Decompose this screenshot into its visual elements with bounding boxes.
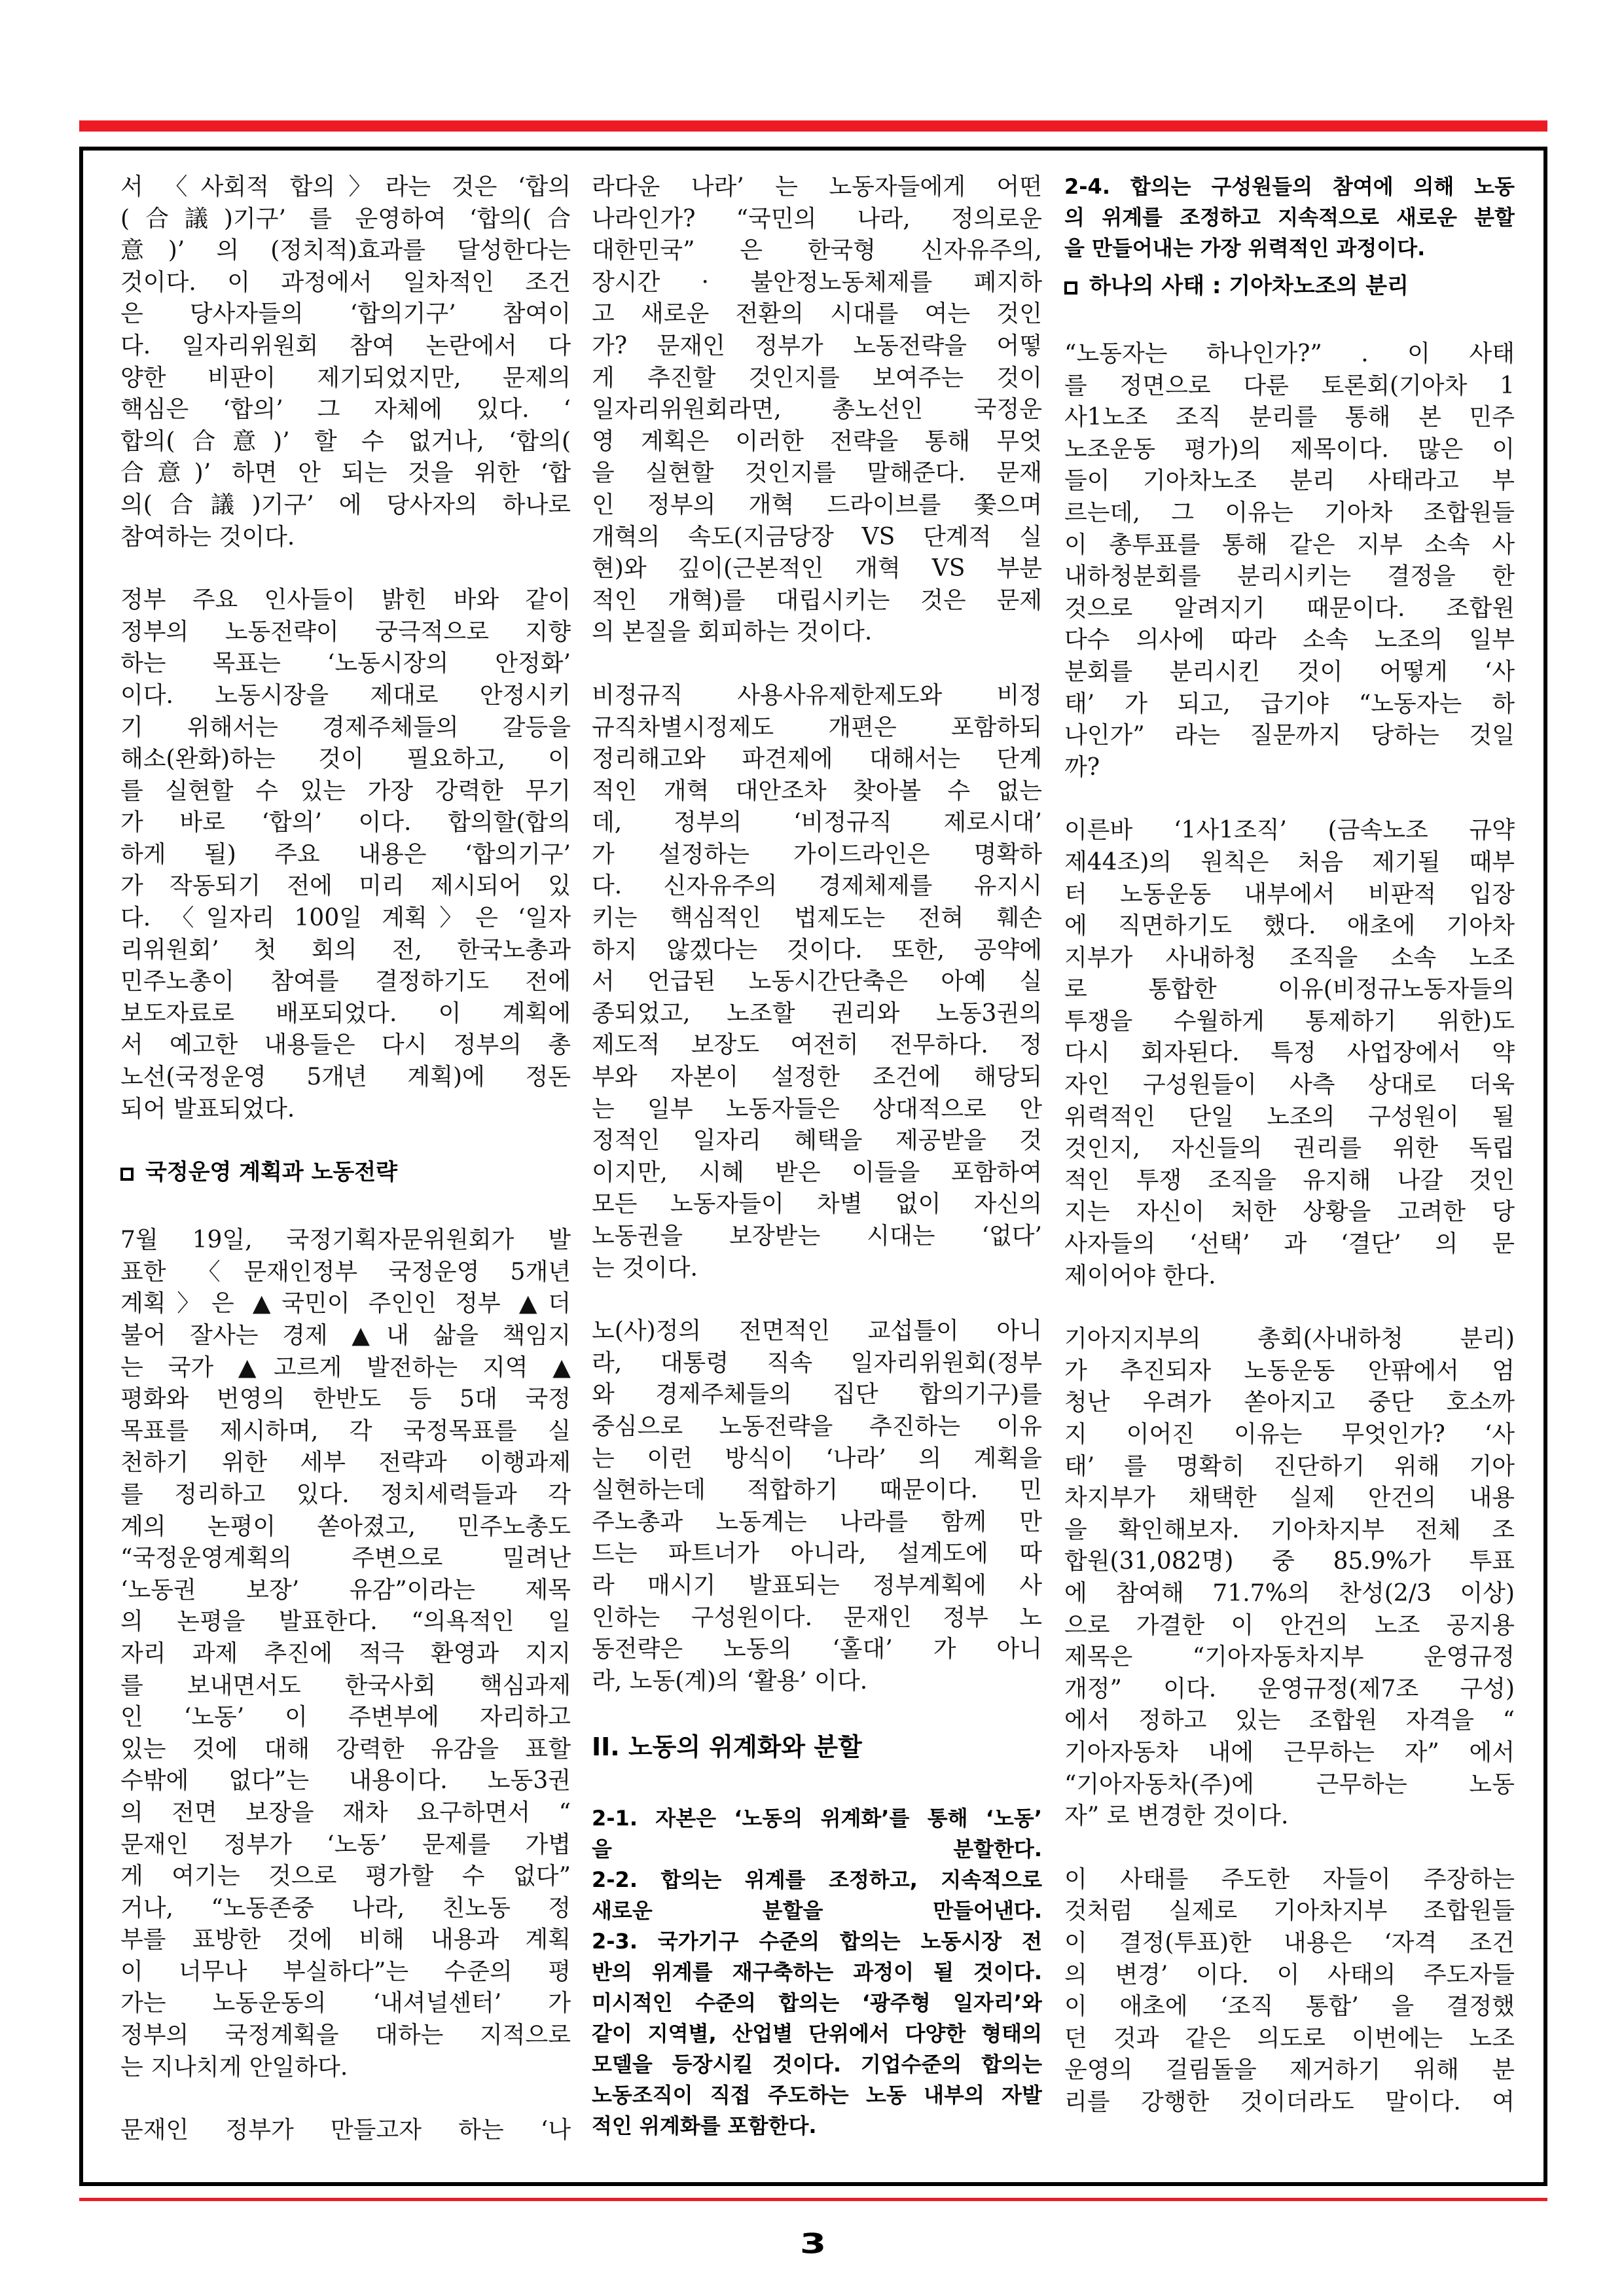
text-line: 종되었고, 노조할 권리와 노동3권의 [592, 999, 1042, 1027]
text-line: 노동조직이 직접 주도하는 노동 내부의 자발 [592, 2083, 1042, 2108]
text-line: 차지부가 채택한 실제 안건의 내용 [1064, 1484, 1515, 1512]
text-line: 것이다. 이 과정에서 일차적인 조건 [120, 268, 571, 296]
text-line: 제목은 “기아자동차지부 운영규정 [1064, 1643, 1515, 1671]
text-line: 개정” 이다. 운영규정(제7조 구성) [1064, 1675, 1515, 1702]
text-line: 분회를 분리시킨 것이 어떻게 ‘사 [1064, 658, 1515, 685]
text-line: 반의 위계를 재구축하는 과정이 될 것이다. [592, 1960, 1042, 1985]
column-3 [1064, 171, 1515, 2149]
text-line: 를 정리하고 있다. 정치세력들과 각 [120, 1480, 571, 1508]
text-line: 모든 노동자들이 차별 없이 자신의 [592, 1191, 1042, 1218]
text-line: 제44조)의 원칙은 처음 제기될 때부 [1064, 848, 1515, 876]
text-line: 이 너무나 부실하다”는 수준의 평 [120, 1958, 571, 1985]
text-line: 제도적 보장도 여전히 전무하다. 정 [592, 1031, 1042, 1059]
text-line: 해소(완화)하는 것이 필요하고, 이 [120, 745, 571, 773]
text-line: 부를 표방한 것에 비해 내용과 계획 [120, 1926, 571, 1954]
text-line: 는 국가 ▲고르게 발전하는 지역 ▲ [120, 1354, 571, 1381]
body-paragraph [592, 680, 1042, 1284]
text-line: 정부의 노동전략이 궁극적으로 지향 [120, 618, 571, 645]
text-line: 적인 투쟁 조직을 유지해 나갈 것인 [1064, 1166, 1515, 1194]
text-line: 게 여기는 것으로 평가할 수 없다” [120, 1863, 571, 1890]
text-line: 불어 잘사는 경제 ▲내 삶을 책임지 [120, 1322, 571, 1349]
body-paragraph [1064, 1864, 1515, 2119]
square-bullet-icon [120, 1168, 134, 1181]
text-line: 모델을 등장시킬 것이다. 기업수준의 합의는 [592, 2052, 1042, 2077]
text-line: 다. 일자리위원회 참여 논란에서 다 [120, 332, 571, 359]
text-line: (合議)기구’ 를 운영하여 ‘합의(合 [120, 205, 571, 232]
text-line: 기아자동차 내에 근무하는 자” 에서 [1064, 1738, 1515, 1766]
text-line: 가 설정하는 가이드라인은 명확하 [592, 840, 1042, 868]
text-line: 의 논평을 발표한다. “의욕적인 일 [120, 1608, 571, 1636]
text-line: 2-1. 자본은 ‘노동의 위계화’를 통해 ‘노동’ [592, 1806, 1042, 1831]
text-line: “기아자동차(주)에 근무하는 노동 [1064, 1770, 1515, 1798]
text-line: 라 매시기 발표되는 정부계획에 사 [592, 1571, 1042, 1599]
text-line: 으로 가결한 이 안건의 노조 공지용 [1064, 1611, 1515, 1639]
text-line: 운영의 걸림돌을 제거하기 위해 분 [1064, 2056, 1515, 2084]
text-line: “국정운영계획의 주변으로 밀려난 [120, 1545, 571, 1572]
text-line: 비정규직 사용사유제한제도와 비정 [592, 681, 1042, 709]
text-line: 되어 발표되었다. [120, 1095, 295, 1122]
text-line: 문재인 정부가 만들고자 하는 ‘나 [120, 2117, 571, 2144]
text-line: 미시적인 수준의 합의는 ‘광주형 일자리’와 [592, 1990, 1042, 2016]
text-line: 다수 의사에 따라 소속 노조의 일부 [1064, 626, 1515, 654]
text-line: 가 바로 ‘합의’ 이다. 합의할(합의 [120, 809, 571, 836]
text-line: 수밖에 없다”는 내용이다. 노동3권 [120, 1767, 571, 1795]
text-line: 의 변경’ 이다. 이 사태의 주도자들 [1064, 1961, 1515, 1988]
text-line: 문재인 정부가 ‘노동’ 문제를 가볍 [120, 1831, 571, 1858]
text-line: 계획〉은 ▲국민이 주인인 정부 ▲더 [120, 1290, 571, 1318]
text-line: 라다운 나라’ 는 노동자들에게 어떤 [592, 173, 1042, 200]
text-line: 같이 지역별, 산업별 단위에서 다양한 형태의 [592, 2021, 1042, 2047]
text-line: 을 만들어내는 가장 위력적인 과정이다. [1064, 236, 1426, 260]
text-line: 에 참여해 71.7%의 찬성(2/3 이상) [1064, 1579, 1515, 1607]
text-line: 거나, “노동존중 나라, 친노동 정 [120, 1894, 571, 1922]
text-line: 은 당사자들의 ‘합의기구’ 참여이 [120, 300, 571, 328]
text-line: 자” 로 변경한 것이다. [1064, 1803, 1289, 1830]
body-paragraph [120, 584, 571, 1125]
text-line: 가는 노동운동의 ‘내셔널센터’ 가 [120, 1990, 571, 2017]
text-line: 참여하는 것이다. [120, 523, 295, 550]
text-line: 을 확인해보자. 기아차지부 전체 조 [1064, 1516, 1515, 1543]
text-line: 에서 정하고 있는 조합원 자격을 “ [1064, 1707, 1515, 1734]
body-paragraph [120, 171, 571, 553]
text-line: 표한 〈문재인정부 국정운영 5개년 [120, 1258, 571, 1285]
body-paragraph [1064, 338, 1515, 783]
text-line: 이다. 노동시장을 제대로 안정시키 [120, 681, 571, 709]
text-line: 를 정면으로 다룬 토론회(기아차 1 [1064, 372, 1515, 399]
text-line: 있는 것에 대해 강력한 유감을 표할 [120, 1735, 571, 1763]
text-line: 서 〈사회적 합의〉라는 것은 ‘합의 [120, 173, 571, 200]
text-line: 가? 문재인 정부가 노동전략을 어떻 [592, 332, 1042, 359]
text-line: 르는데, 그 이유는 기아차 조합원들 [1064, 499, 1515, 526]
text-line: 터 노동운동 내부에서 비판적 입장 [1064, 880, 1515, 908]
text-line: 계의 논평이 쏟아졌고, 민주노총도 [120, 1513, 571, 1540]
text-line: 와 경제주체들의 집단 합의기구)를 [592, 1381, 1042, 1408]
text-line: 들이 기아차노조 분리 사태라고 부 [1064, 467, 1515, 495]
text-line: 합의(合意)’ 할 수 없거나, ‘합의( [120, 427, 571, 455]
text-line: 하게 될) 주요 내용은 ‘합의기구’ [120, 840, 571, 868]
text-line: 키는 핵심적인 법제도는 전혀 훼손 [592, 905, 1042, 932]
body-paragraph [120, 1225, 571, 2083]
text-line: 고 새로운 전환의 시대를 여는 것인 [592, 300, 1042, 328]
text-line: 현)와 깊이(근본적인 개혁 VS 부분 [592, 555, 1042, 583]
text-line: 중심으로 노동전략을 추진하는 이유 [592, 1412, 1042, 1440]
text-line: 제이어야 한다. [1064, 1262, 1216, 1289]
text-line: 대한민국” 은 한국형 신자유주의, [592, 237, 1042, 264]
text-line: 合意)’ 하면 안 되는 것을 위한 ‘합 [120, 459, 571, 487]
section-heading-text: 하나의 사태 : 기아차노조의 분리 [1089, 273, 1409, 299]
text-line: 목표를 제시하며, 각 국정목표를 실 [120, 1417, 571, 1444]
text-line: 내하청분회를 분리시키는 결정을 한 [1064, 563, 1515, 590]
text-line: 일자리위원회라면, 총노선인 국정운 [592, 396, 1042, 423]
text-line: 자리 과제 추진에 적극 환영과 지지 [120, 1640, 571, 1667]
thesis-statement [592, 1803, 1042, 2142]
text-line: ‘노동권 보장’ 유감”이라는 제목 [120, 1576, 571, 1604]
text-line: 노동권을 보장받는 시대는 ‘없다’ [592, 1223, 1042, 1249]
text-line: 기 위해서는 경제주체들의 갈등을 [120, 713, 571, 741]
text-line: 의 본질을 회피하는 것이다. [592, 619, 873, 646]
text-line: 핵심은 ‘합의’ 그 자체에 있다. ‘ [120, 396, 571, 423]
text-line: 실현하는데 적합하기 때문이다. 민 [592, 1477, 1042, 1504]
text-line: 자인 구성원들이 사측 상대로 더욱 [1064, 1071, 1515, 1099]
column-1 [120, 171, 571, 2178]
body-paragraph [120, 2115, 571, 2147]
section-heading-text: 국정운영 계획과 노동전략 [145, 1159, 397, 1186]
text-line: 정리해고와 파견제에 대해서는 단계 [592, 745, 1042, 773]
text-line: 리를 강행한 것이더라도 말이다. 여 [1064, 2088, 1515, 2115]
chapter-title: II. 노동의 위계화와 분할 [592, 1732, 862, 1762]
text-line: 태’ 가 되고, 급기야 “노동자는 하 [1064, 690, 1515, 717]
text-line: 노(사)정의 전면적인 교섭틀이 아니 [592, 1318, 1042, 1345]
text-line: 보도자료로 배포되었다. 이 계획에 [120, 999, 571, 1027]
text-line: 민주노총이 참여를 결정하기도 전에 [120, 968, 571, 996]
square-bullet-icon [1064, 281, 1077, 295]
text-line: “노동자는 하나인가?” . 이 사태 [1064, 340, 1515, 367]
body-paragraph [592, 1316, 1042, 1697]
bottom-accent-line [79, 2198, 1547, 2201]
column-2 [592, 171, 1042, 2142]
body-paragraph [1064, 815, 1515, 1292]
text-line: 천하기 위한 세부 전략과 이행과제 [120, 1449, 571, 1477]
text-line: 서 예고한 내용들은 다시 정부의 총 [120, 1031, 571, 1059]
text-line: 것으로 알려지기 때문이다. 조합원 [1064, 594, 1515, 622]
page-number: 3 [799, 2227, 827, 2260]
top-accent-bar [79, 120, 1547, 132]
text-line: 던 것과 같은 의도로 이번에는 노조 [1064, 2024, 1515, 2052]
text-line: 리위원회’ 첫 회의 전, 한국노총과 [120, 936, 571, 963]
text-line: 정부 주요 인사들이 밝힌 바와 같이 [120, 586, 571, 614]
text-line: 노조운동 평가)의 제목이다. 많은 이 [1064, 435, 1515, 463]
text-line: 다. 신자유주의 경제체제를 유지시 [592, 872, 1042, 900]
text-line: 것처럼 실제로 기아차지부 조합원들 [1064, 1897, 1515, 1925]
body-paragraph [1064, 1323, 1515, 1833]
text-line: 는 지나치게 안일하다. [120, 2053, 348, 2081]
text-line: 가 작동되기 전에 미리 제시되어 있 [120, 872, 571, 900]
text-line: 평화와 번영의 한반도 등 5대 국정 [120, 1386, 571, 1413]
text-line: 는 일부 노동자들은 상대적으로 안 [592, 1095, 1042, 1122]
text-line: 적인 위계화를 포함한다. [592, 2113, 817, 2139]
text-line: 는 이런 방식이 ‘나라’ 의 계획을 [592, 1444, 1042, 1472]
text-line: 2-3. 국가기구 수준의 합의는 노동시장 전 [592, 1929, 1042, 1954]
text-line: 태’ 를 명확히 진단하기 위해 기아 [1064, 1452, 1515, 1480]
text-line: 이 애초에 ‘조직 통합’ 을 결정했 [1064, 1993, 1515, 2020]
text-line: 지부가 사내하청 조직을 소속 노조 [1064, 944, 1515, 971]
text-line: 정부의 국정계획을 대하는 지적으로 [120, 2022, 571, 2049]
text-line: 을 분할한다. [592, 1837, 1042, 1862]
text-line: 인하는 구성원이다. 문재인 정부 노 [592, 1604, 1042, 1631]
text-line: 규직차별시정제도 개편은 포함하되 [592, 713, 1042, 741]
text-line: 사자들의 ‘선택’ 과 ‘결단’ 의 문 [1064, 1230, 1515, 1258]
section-heading [1064, 270, 1515, 302]
text-line: 이른바 ‘1사1조직’ (금속노조 규약 [1064, 817, 1515, 844]
text-line: 를 보내면서도 한국사회 핵심과제 [120, 1672, 571, 1699]
text-line: 다시 회자된다. 특정 사업장에서 약 [1064, 1039, 1515, 1067]
text-line: 개혁의 속도(지금당장 VS 단계적 실 [592, 523, 1042, 550]
text-line: 정적인 일자리 혜택을 제공받을 것 [592, 1127, 1042, 1155]
text-line: 양한 비판이 제기되었지만, 문제의 [120, 364, 571, 391]
text-line: 는 것이다. [592, 1254, 698, 1282]
text-line: 나라인가? “국민의 나라, 정의로운 [592, 205, 1042, 232]
text-line: 사1노조 조직 분리를 통해 본 민주 [1064, 404, 1515, 431]
text-line: 적인 개혁)를 대립시키는 것은 문제 [592, 586, 1042, 614]
section-heading [120, 1157, 571, 1188]
text-line: 라, 노동(계)의 ‘활용’ 이다. [592, 1667, 868, 1695]
text-line: 동전략은 노동의 ‘홀대’ 가 아니 [592, 1636, 1042, 1663]
text-line: 노선(국정운영 5개년 계획)에 정돈 [120, 1064, 571, 1091]
text-line: 나인가” 라는 질문까지 당하는 것일 [1064, 722, 1515, 749]
text-line: 지 이어진 이유는 무엇인가? ‘사 [1064, 1421, 1515, 1448]
text-line: 적인 개혁 대안조차 찾아볼 수 없는 [592, 777, 1042, 804]
text-line: 7월 19일, 국정기획자문위원회가 발 [120, 1227, 571, 1254]
text-line: 이 사태를 주도한 자들이 주장하는 [1064, 1865, 1515, 1893]
text-line: 意)’ 의 (정치적)효과를 달성한다는 [120, 237, 571, 264]
text-line: 데, 정부의 ‘비정규직 제로시대’ [592, 809, 1042, 836]
text-line: 라, 대통령 직속 일자리위원회(정부 [592, 1349, 1042, 1376]
text-line: 하지 않겠다는 것이다. 또한, 공약에 [592, 936, 1042, 963]
text-line: 위력적인 단일 노조의 구성원이 될 [1064, 1103, 1515, 1130]
text-line: 지는 자신이 처한 상황을 고려한 당 [1064, 1198, 1515, 1226]
text-line: 하는 목표는 ‘노동시장의 안정화’ [120, 650, 571, 677]
text-line: 로 통합한 이유(비정규노동자들의 [1064, 976, 1515, 1003]
text-line: 장시간 · 불안정노동체제를 폐지하 [592, 268, 1042, 296]
text-line: 의 전면 보장을 재차 요구하면서 “ [120, 1799, 571, 1826]
text-line: 가 추진되자 노동운동 안팎에서 엄 [1064, 1357, 1515, 1384]
text-line: 인 ‘노동’ 이 주변부에 자리하고 [120, 1704, 571, 1731]
text-line: 에 직면하기도 했다. 애초에 기아차 [1064, 912, 1515, 940]
text-line: 이지만, 시혜 받은 이들을 포함하여 [592, 1158, 1042, 1186]
text-line: 게 추진할 것인지를 보여주는 것이 [592, 364, 1042, 391]
text-line: 2-4. 합의는 구성원들의 참여에 의해 노동 [1064, 174, 1515, 199]
text-line: 인 정부의 개혁 드라이브를 쫓으며 [592, 491, 1042, 518]
text-line: 의(合議)기구’ 에 당사자의 하나로 [120, 491, 571, 518]
text-line: 이 총투표를 통해 같은 지부 소속 사 [1064, 531, 1515, 558]
thesis-statement [1064, 171, 1515, 264]
text-line: 의 위계를 조정하고 지속적으로 새로운 분할 [1064, 205, 1515, 230]
text-line: 까? [1064, 753, 1100, 781]
text-line: 기아지지부의 총회(사내하청 분리) [1064, 1325, 1515, 1353]
text-line: 주노총과 노동계는 나라를 함께 만 [592, 1508, 1042, 1535]
text-line: 영 계획은 이러한 전략을 통해 무엇 [592, 427, 1042, 455]
text-line: 청난 우려가 쏟아지고 중단 호소까 [1064, 1389, 1515, 1416]
text-line: 드는 파트너가 아니라, 설계도에 따 [592, 1540, 1042, 1568]
text-line: 서 언급된 노동시간단축은 아예 실 [592, 968, 1042, 996]
body-paragraph [592, 171, 1042, 649]
text-line: 합원(31,082명) 중 85.9%가 투표 [1064, 1548, 1515, 1575]
text-line: 새로운 분할을 만들어낸다. [592, 1898, 1042, 1924]
text-line: 부와 자본이 설정한 조건에 해당되 [592, 1064, 1042, 1091]
text-line: 을 실현할 것인지를 말해준다. 문재 [592, 459, 1042, 487]
text-line: 다. 〈일자리 100일 계획〉은 ‘일자 [120, 905, 571, 932]
text-line: 것인지, 자신들의 권리를 위한 독립 [1064, 1135, 1515, 1162]
text-line: 투쟁을 수월하게 통제하기 위한)도 [1064, 1007, 1515, 1035]
text-line: 2-2. 합의는 위계를 조정하고, 지속적으로 [592, 1867, 1042, 1893]
text-line: 를 실현할 수 있는 가장 강력한 무기 [120, 777, 571, 804]
text-line: 이 결정(투표)한 내용은 ‘자격 조건 [1064, 1929, 1515, 1956]
